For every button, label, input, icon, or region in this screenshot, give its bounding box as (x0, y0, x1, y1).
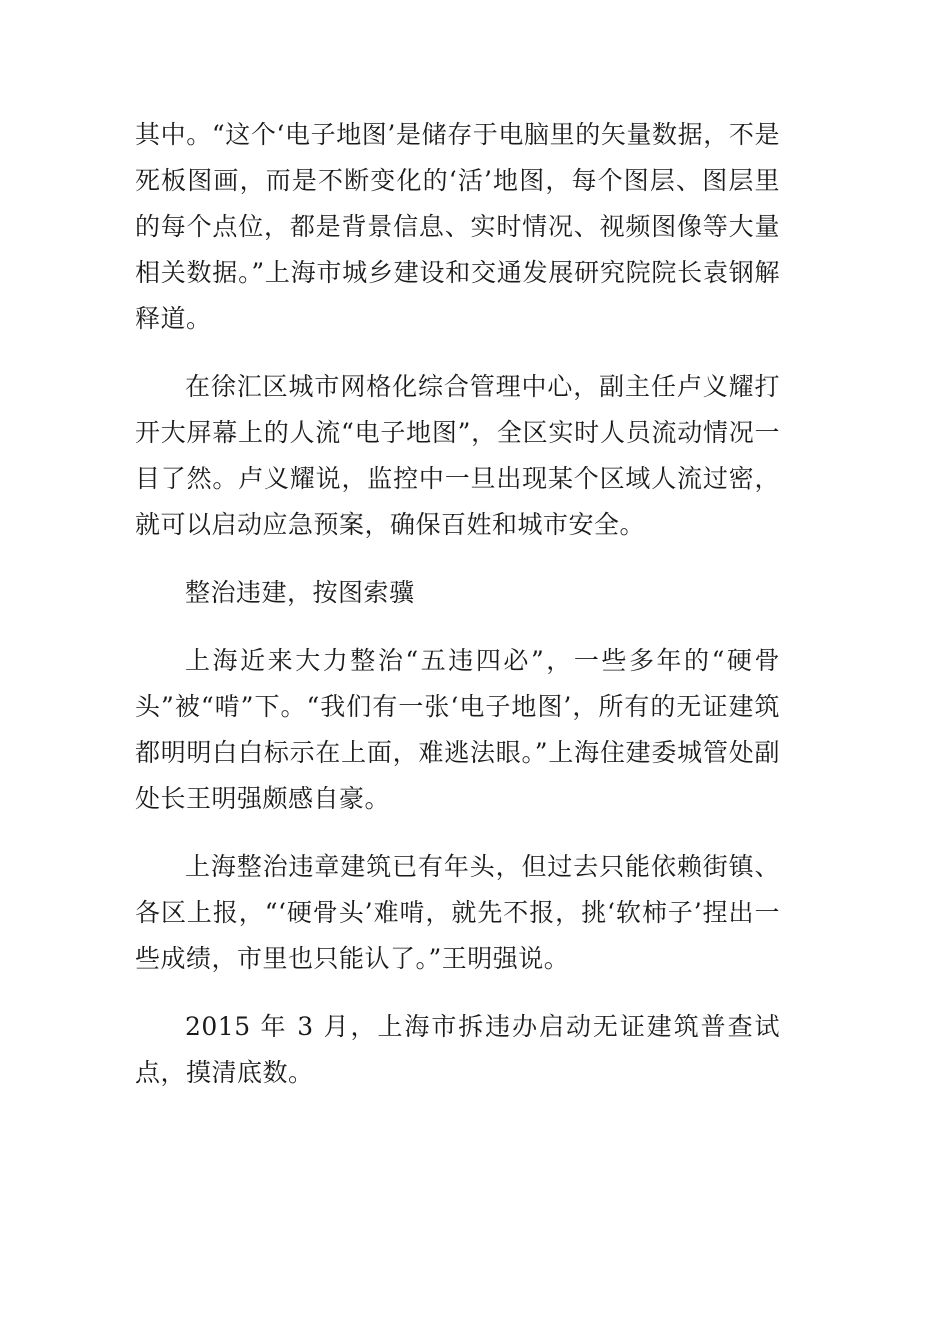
paragraph-past-reporting: 上海整治违章建筑已有年头，但过去只能依赖街镇、各区上报，“‘硬骨头’难啃，就先不报，挑‘软柿子’捏出一些成绩，市里也只能认了。”王明强说。 (135, 852, 780, 973)
paragraph-five-violations: 上海近来大力整治“五违四必”，一些多年的“硬骨头”被“啃”下。“我们有一张‘电子地图’，所有的无证建筑都明明白白标示在上面，难逃法眼。”上海住建委城管处副处长王明强颇感自豪。 (135, 646, 780, 813)
section-heading: 整治违建，按图索骥 (185, 578, 415, 607)
paragraph-2015-survey: 2015 年 3 月，上海市拆违办启动无证建筑普查试点，摸清底数。 (135, 1012, 780, 1087)
document-body (135, 112, 780, 1118)
paragraph-continuation: 其中。“这个‘电子地图’是储存于电脑里的矢量数据，不是死板图画，而是不断变化的‘活’地图，每个图层、图层里的每个点位，都是背景信息、实时情况、视频图像等大量相关数据。”上海市城乡建设和交通发展研究院院长袁钢解释道。 (135, 120, 780, 333)
paragraph-xuhui-center: 在徐汇区城市网格化综合管理中心，副主任卢义耀打开大屏幕上的人流“电子地图”，全区实时人员流动情况一目了然。卢义耀说，监控中一旦出现某个区域人流过密，就可以启动应急预案，确保百姓和城市安全。 (135, 372, 780, 539)
